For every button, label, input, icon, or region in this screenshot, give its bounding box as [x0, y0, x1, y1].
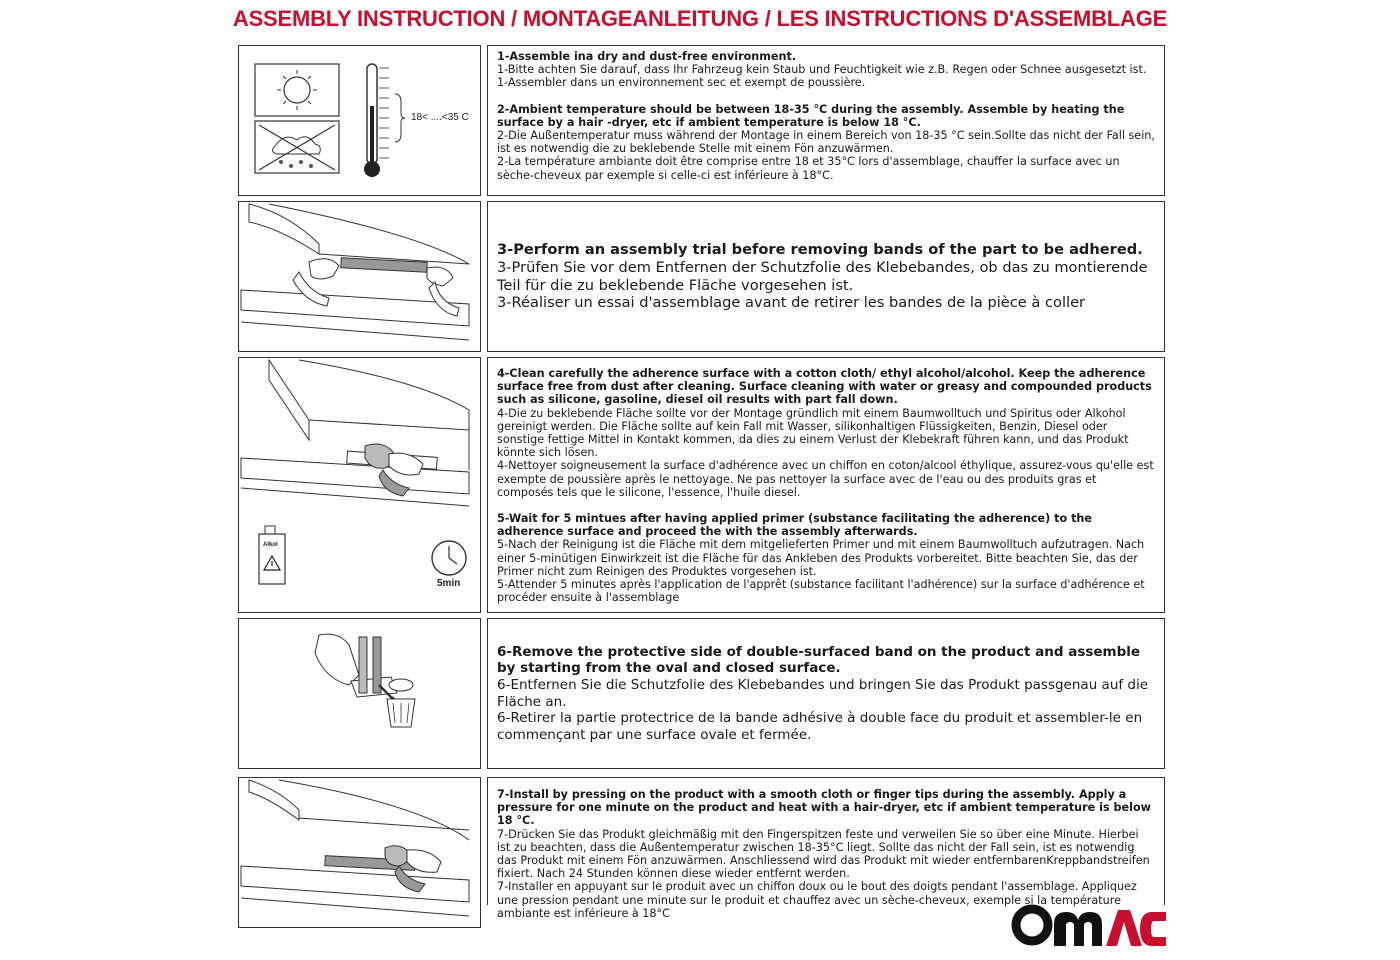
- step4-fr: 4-Nettoyer soigneusement la surface d'adhérence avec un chiffon en coton/alcool éthylique, assurez-vous qu'elle est exempte de poussière après le nettoyage. Ne pas nettoyer la surface avec de l'eau ou des produits gras et composés tels que le silicone, l'essence, l'huile diesel.: [497, 459, 1154, 499]
- step4-de: 4-Die zu beklebende Fläche sollte vor der Montage gründlich mit einem Baumwolltuch und Spiritus oder Alkohol gereinigt werden. Die Fläche sollte auf kein Fall mit Wasser, silikonhaltigen Flüssigkeiten, Benzin, Diesel oder sonstige fettige Mittel in Kontakt kommen, da dies zu einem Verlust der Klebekraft führen kann, und das Produkt könnte sich lösen.: [497, 406, 1129, 460]
- step5-de: 5-Nach der Reinigung ist die Fläche mit dem mitgelieferten Primer und mit einem Baumwolltuch aufzutragen. Nach einer 5-minütigen Einwirkzeit ist die Fläche für das Ankleben des Produkts vorbereitet. Bitte beachten Sie, das der Primer nicht zum Reinigen des Produktes vorgesehen ist.: [497, 538, 1145, 578]
- alcohol-bottle-icon: [259, 526, 285, 584]
- no-rain-icon: [255, 121, 339, 173]
- step3-illustration: [238, 201, 481, 352]
- step1-fr: 1-Assembler dans un environnement sec et exempt de poussière.: [497, 76, 866, 90]
- timer-icon: [432, 541, 466, 589]
- step7-fr: 7-Installer en appuyant sur le produit avec un chiffon doux ou le bout des doigts pendant l'assemblage. Appliquez une pression pendant une minute sur le produit et chauffez avec un sèche-cheveux, exemple si la température ambiante est inférieure à 18°C: [497, 880, 1137, 920]
- sun-icon: [255, 64, 339, 116]
- alcohol-label: Alkol: [263, 542, 278, 548]
- step7-text: [487, 777, 1165, 920]
- step1-illustration: [238, 45, 481, 196]
- step5-fr: 5-Attender 5 minutes après l'application de l'apprêt (substance facilitant l'adhérence) sur la surface d'adhérence et procéder ensuite à l'assemblage: [497, 578, 1145, 605]
- step3-fr: 3-Réaliser un essai d'assemblage avant de retirer les bandes de la pièce à coller: [497, 294, 1086, 312]
- step1-en: 1-Assemble ina dry and dust-free environment.: [497, 50, 797, 63]
- step3-en: 3-Perform an assembly trial before removing bands of the part to be adhered.: [497, 241, 1143, 259]
- step7-en: 7-Install by pressing on the product with a smooth cloth or finger tips during the assembly. Apply a pressure for one minute on the product and heat with a hair-dryer, etc if ambient temperature is below 18 °C.: [497, 788, 1151, 828]
- door-sill-drawing: [241, 360, 469, 506]
- page-title: ASSEMBLY INSTRUCTION / MONTAGEANLEITUNG / LES INSTRUCTIONS D'ASSEMBLAGE: [232, 6, 1168, 31]
- omac-logo-mark: [1016, 909, 1166, 946]
- step1-text: [487, 45, 1165, 196]
- step5-en: 5-Wait for 5 mintues after having applied primer (substance facilitating the adherence) to the adherence surface and proceed the with the assembly afterwards.: [497, 512, 1092, 539]
- step4-en: 4-Clean carefully the adherence surface with a cotton cloth/ ethyl alcohol/alcohol. Keep the adherence surface free from dust after cleaning. Surface cleaning with water or greasy and compounded products such as silicone, gasoline, diesel oil results with part fall down.: [497, 367, 1152, 407]
- step6-en: 6-Remove the protective side of double-surfaced band on the product and assemble by starting from the oval and closed surface.: [497, 643, 1141, 677]
- thermometer-icon: [364, 64, 405, 177]
- waste-bin-icon: [387, 679, 415, 727]
- step7-illustration: [238, 777, 481, 928]
- step2-fr: 2-La température ambiante doit être comprise entre 18 et 35°C lors d'assemblage, chauffer la surface avec un sèche-cheveux par exemple si celle-ci est inférieure à 18°C.: [497, 155, 1120, 182]
- temperature-range-label: 18< ....<35 C: [411, 112, 469, 123]
- step1-de: 1-Bitte achten Sie darauf, dass Ihr Fahrzeug kein Staub und Feuchtigkeit wie z.B. Regen oder Schnee ausgesetzt ist.: [497, 63, 1147, 77]
- step6-de: 6-Entfernen Sie die Schutzfolie des Klebebandes und bringen Sie das Produkt passgenau auf die Fläche an.: [497, 676, 1149, 710]
- step45-illustration: [238, 357, 481, 613]
- step7-de: 7-Drücken Sie das Produkt gleichmäßig mit den Fingerspitzen feste und verweilen Sie so über eine Minute. Hierbei ist zu beachten, dass die Außentemperatur zwischen 18-35°C liegt. Sollte das nicht der Fall sein, ist es notwendig das Produkt mit einem Fön anzuwärmen. Anschliessend wird das Produkt mit wieder entfernbarenKreppbandstreifen fixiert. Nach 24 Stunden können diese wieder entfernt werden.: [497, 827, 1150, 881]
- step6-fr: 6-Retirer la partie protectrice de la bande adhésive à double face du produit et assembler-le en commençant par une surface ovale et fermée.: [497, 710, 1143, 743]
- peel-tape-hand-icon: [315, 634, 401, 707]
- cleaning-hand-icon: [365, 444, 423, 496]
- timer-label: 5min: [437, 578, 461, 589]
- omac-logo: [1008, 902, 1168, 948]
- step2-de: 2-Die Außentemperatur muss während der Montage in einem Bereich von 18-35 °C sein.Sollte das nicht der Fall sein, ist es notwendig die zu beklebende Stelle mit einem Fön anzuwärmen.: [497, 129, 1155, 156]
- step6-illustration: [238, 618, 481, 769]
- step6-text: [487, 618, 1165, 769]
- step3-de: 3-Prüfen Sie vor dem Entfernen der Schutzfolie des Klebebandes, ob das zu montierende Teil für die zu beklebende Fläche vorgesehen ist.: [497, 258, 1148, 294]
- door-sill-drawing: [241, 780, 469, 916]
- step45-text: [487, 357, 1165, 613]
- step2-en: 2-Ambient temperature should be between 18-35 °C during the assembly. Assemble by heating the surface by a hair -dryer, etc if ambient temperature is below 18 °C.: [497, 102, 1125, 129]
- step3-text: [487, 201, 1165, 352]
